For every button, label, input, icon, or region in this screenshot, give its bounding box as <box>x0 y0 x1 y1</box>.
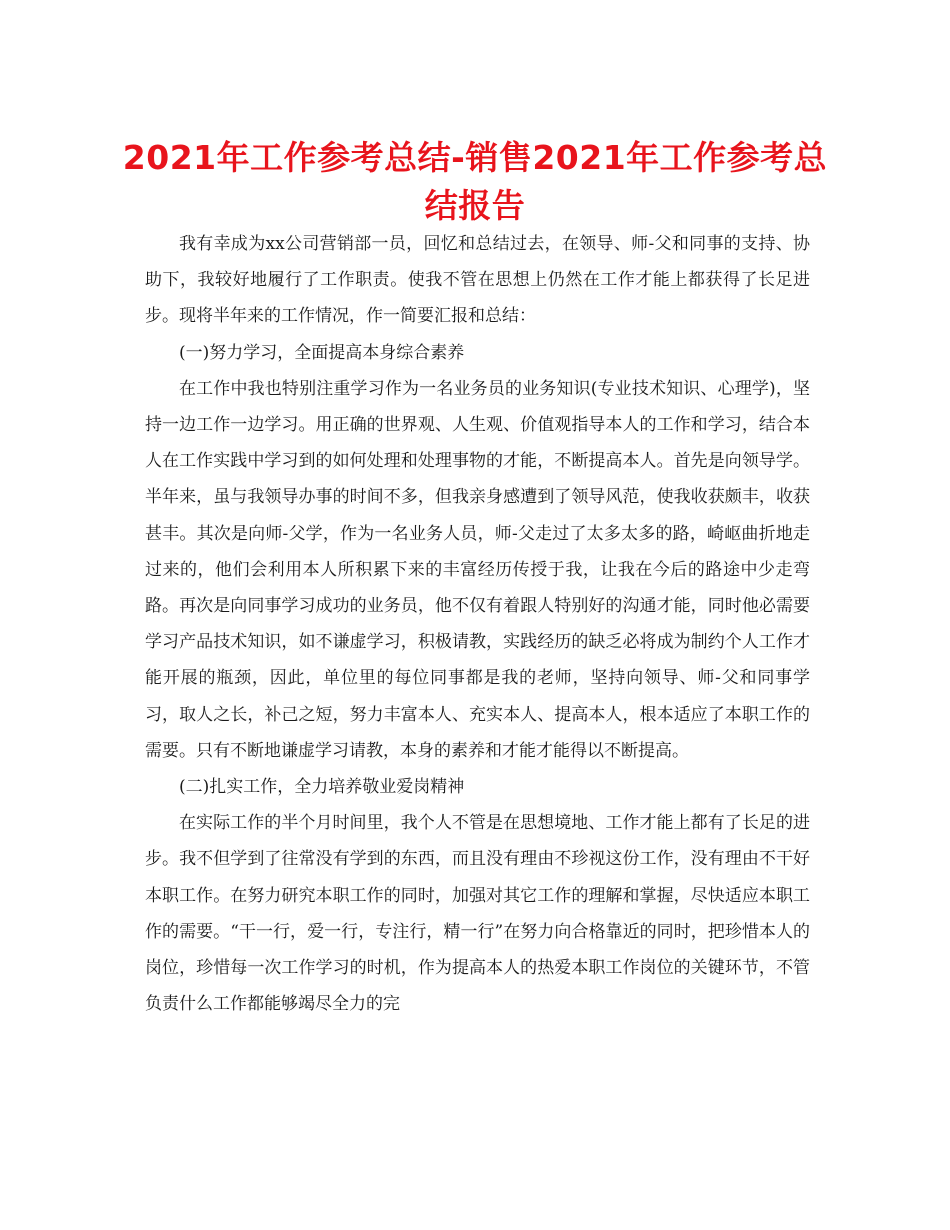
section-1-paragraph: 在工作中我也特别注重学习作为一名业务员的业务知识(专业技术知识、心理学)，坚持一边工作一边学习。用正确的世界观、人生观、价值观指导本人的工作和学习，结合本人在工作实践中学习到的如何处理和处理事物的才能，不断提高本人。首先是向领导学。半年来，虽与我领导办事的时间不多，但我亲身感遭到了领导风范，使我收获颇丰，收获甚丰。其次是向师-父学，作为一名业务人员，师-父走过了太多太多的路，崎岖曲折地走过来的，他们会利用本人所积累下来的丰富经历传授于我，让我在今后的路途中少走弯路。再次是向同事学习成功的业务员，他不仅有着跟人特别好的沟通才能，同时他必需要学习产品技术知识，如不谦虚学习，积极请教，实践经历的缺乏必将成为制约个人工作才能开展的瓶颈，因此，单位里的每位同事都是我的老师，坚持向领导、师-父和同事学习，取人之长，补己之短，努力丰富本人、充实本人、提高本人，根本适应了本职工作的需要。只有不断地谦虚学习请教，本身的素养和才能才能得以不断提高。 <box>145 378 810 761</box>
section-heading-1: (一)努力学习，全面提高本身综合素养 <box>179 342 465 363</box>
section-heading-2: (二)扎实工作，全力培养敬业爱岗精神 <box>179 777 465 798</box>
section-2-paragraph: 在实际工作的半个月时间里，我个人不管是在思想境地、工作才能上都有了长足的进步。我不但学到了往常没有学到的东西，而且没有理由不珍视这份工作，没有理由不干好本职工作。在努力研究本职工作的同时，加强对其它工作的理解和掌握，尽快适应本职工作的需要。“干一行，爱一行，专注行，精一行”在努力向合格靠近的同时，把珍惜本人的岗位，珍惜每一次工作学习的时机，作为提高本人的热爱本职工作岗位的关键环节，不管负责什么工作都能够竭尽全力的完 <box>145 813 810 1015</box>
document-title: 2021年工作参考总结-销售2021年工作参考总结报告 <box>122 138 828 225</box>
intro-paragraph: 我有幸成为xx公司营销部一员，回忆和总结过去，在领导、师-父和同事的支持、协助下，我较好地履行了工作职责。使我不管在思想上仍然在工作才能上都获得了长足进步。现将半年来的工作情况，作一简要汇报和总结： <box>145 234 810 327</box>
document-body <box>145 226 810 1022</box>
